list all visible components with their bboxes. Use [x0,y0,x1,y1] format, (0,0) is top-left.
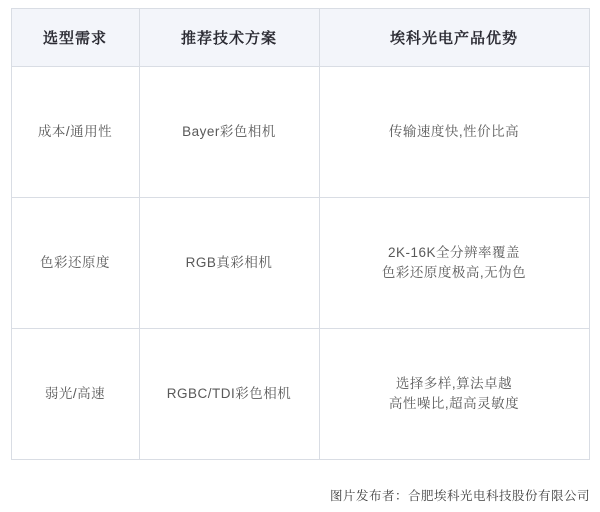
table-row [11,198,589,329]
table-header [11,9,589,67]
advantage-line: 高性噪比,超高灵敏度 [388,396,520,411]
cell-advantage-lines [326,243,583,283]
cell-need: 色彩还原度 [11,198,139,329]
cell-advantage-lines [326,374,583,414]
spec-table [11,8,590,460]
cell-need: 成本/通用性 [11,67,139,198]
cell-solution: RGB真彩相机 [139,198,319,329]
table-row [11,329,589,460]
publisher-text [330,486,590,504]
advantage-line: 传输速度快,性价比高 [388,124,520,139]
cell-solution: RGBC/TDI彩色相机 [139,329,319,460]
cell-advantage [319,329,589,460]
advantage-line: 选择多样,算法卓越 [395,376,513,391]
publisher-label: 图片发布者： [329,489,408,503]
publisher-name: 合肥埃科光电科技股份有限公司 [407,489,590,503]
advantage-line: 色彩还原度极高,无伪色 [381,265,527,280]
cell-advantage [319,198,589,329]
column-header-advantage: 埃科光电产品优势 [319,9,589,67]
column-header-need: 选型需求 [11,9,139,67]
cell-solution: Bayer彩色相机 [139,67,319,198]
advantage-line: 2K-16K全分辨率覆盖 [387,245,521,260]
cell-need: 弱光/高速 [11,329,139,460]
cell-advantage-lines [326,122,583,142]
column-header-solution: 推荐技术方案 [139,9,319,67]
table-body [11,67,589,460]
cell-advantage [319,67,589,198]
table-header-row [11,9,589,67]
table-row [11,67,589,198]
publisher-footer [0,478,600,512]
